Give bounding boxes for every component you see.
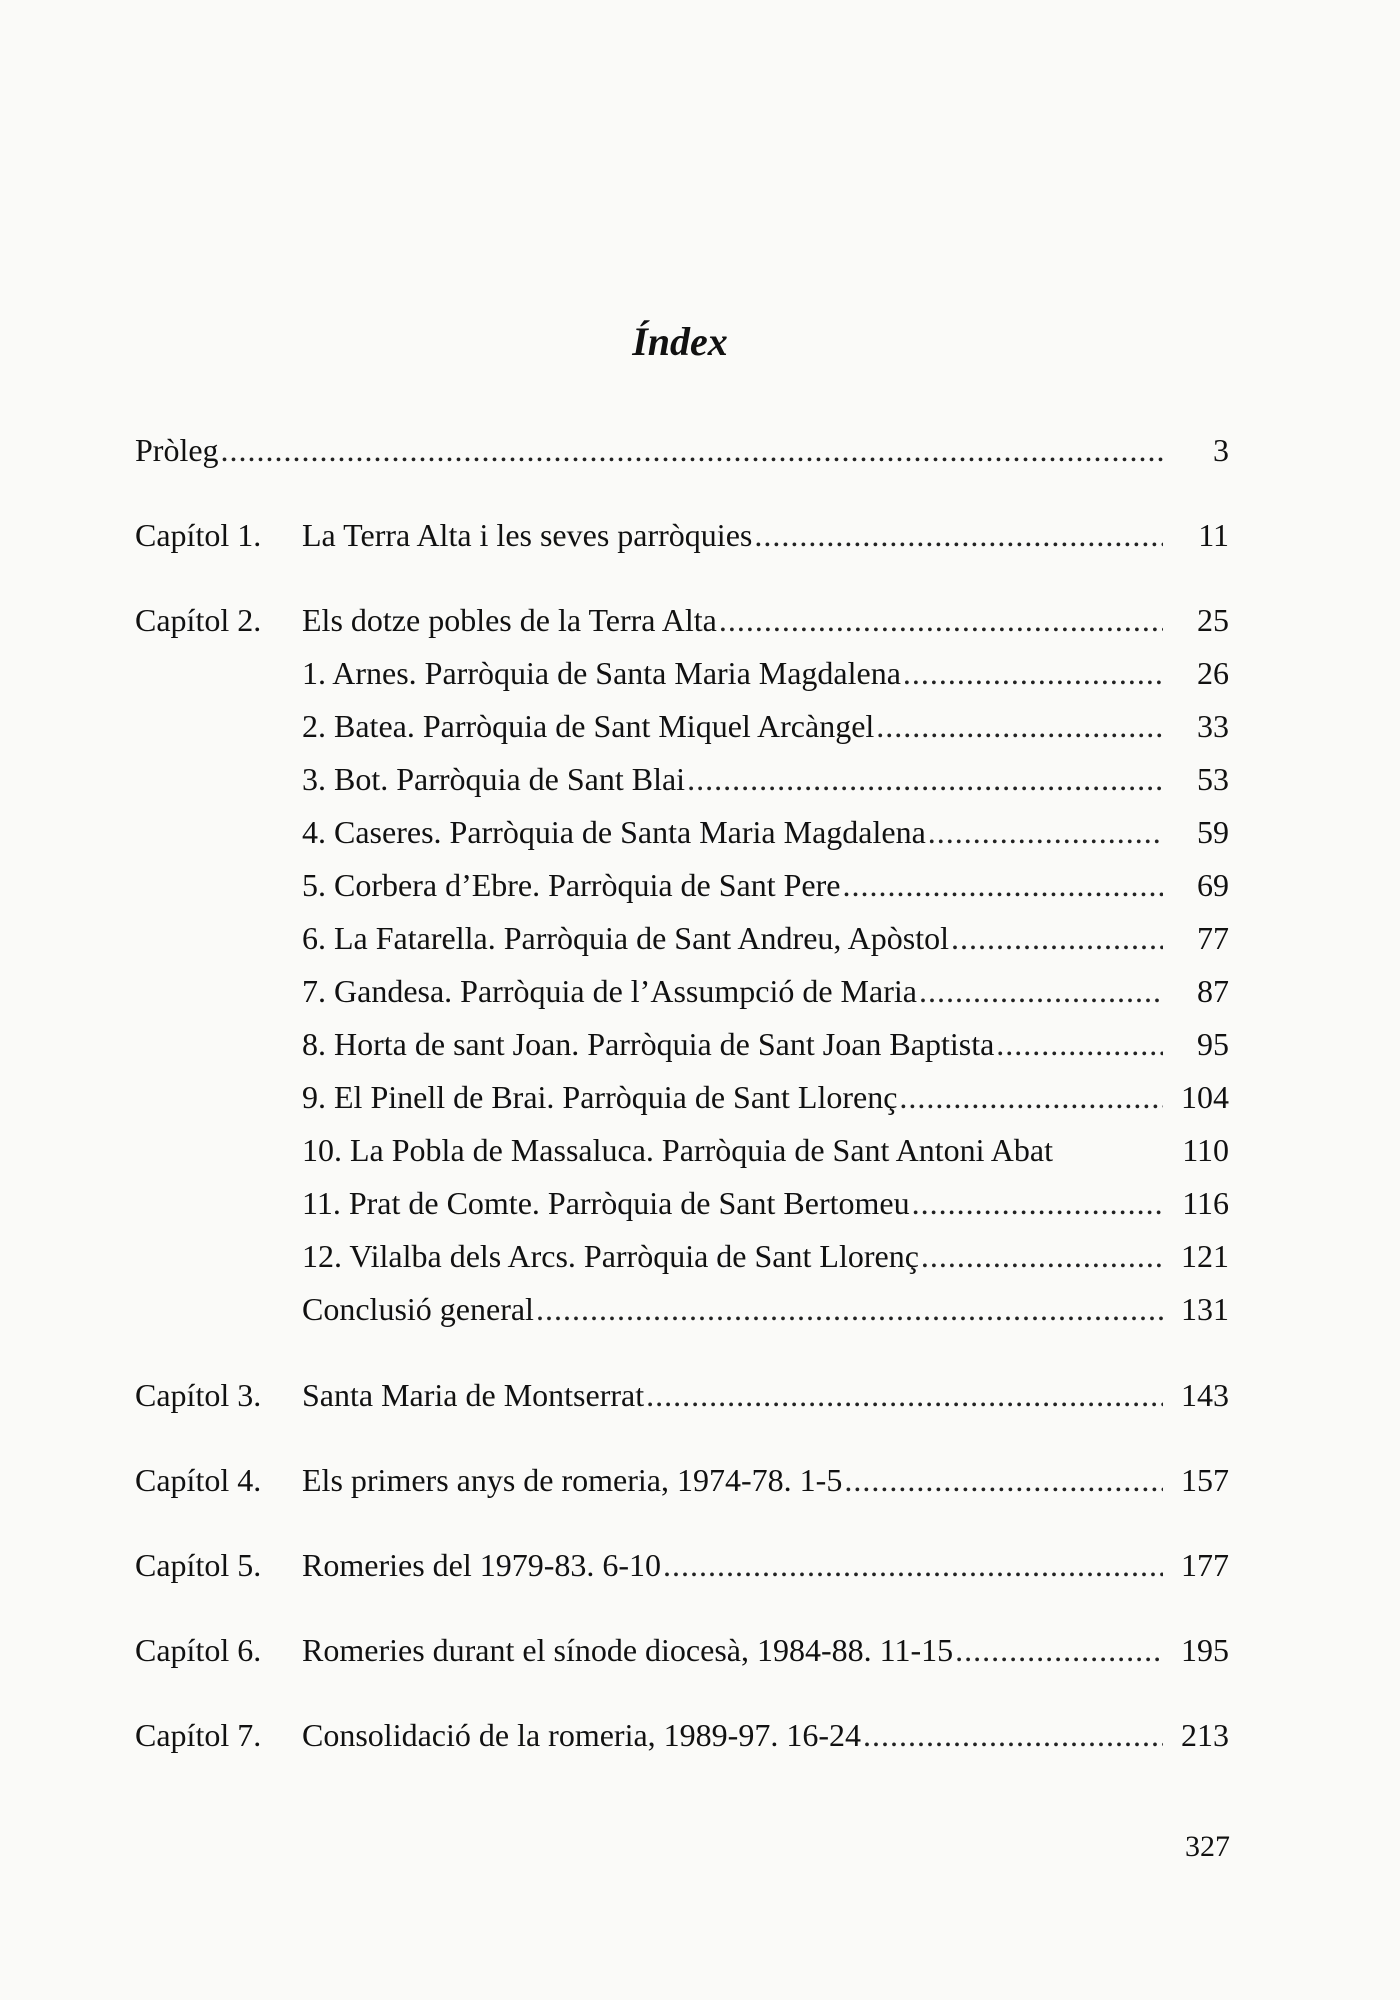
- dot-leader: [912, 1185, 1163, 1222]
- dot-leader: [842, 867, 1163, 904]
- dot-leader: [996, 1026, 1163, 1063]
- chapter-number: Capítol 5.: [135, 1547, 262, 1583]
- entry-label: 5. Corbera d’Ebre. Parròquia de Sant Pere: [302, 867, 841, 903]
- entry-label: 9. El Pinell de Brai. Parròquia de Sant Llorenç: [302, 1079, 898, 1115]
- entry-page: 87: [1197, 973, 1229, 1009]
- entry-label: 4. Caseres. Parròquia de Santa Maria Magdalena: [302, 814, 926, 850]
- toc-entry-chapter-1: [135, 517, 1229, 557]
- chapter-number: Capítol 7.: [135, 1717, 262, 1753]
- toc-entry-section-10: [135, 1132, 1229, 1172]
- entry-page: 26: [1197, 655, 1229, 691]
- dot-leader: [844, 1462, 1163, 1499]
- entry-label: 8. Horta de sant Joan. Parròquia de Sant Joan Baptista: [302, 1026, 995, 1062]
- dot-leader: [921, 1238, 1163, 1275]
- entry-page: 69: [1197, 867, 1229, 903]
- toc-entry-section-11: [135, 1185, 1229, 1225]
- dot-leader: [951, 920, 1163, 957]
- dot-leader: [928, 814, 1163, 851]
- toc-entry-section-8: [135, 1026, 1229, 1066]
- entry-label: Romeries del 1979-83. 6-10: [302, 1547, 662, 1583]
- entry-page: 157: [1181, 1462, 1229, 1498]
- toc-entry-conclusion: [135, 1291, 1229, 1331]
- entry-label: Romeries durant el sínode diocesà, 1984-88. 11-15: [302, 1632, 954, 1668]
- entry-page: 11: [1198, 517, 1229, 553]
- entry-page: 195: [1181, 1632, 1229, 1668]
- toc-entry-chapter-4: [135, 1462, 1229, 1502]
- toc-entry-chapter-2: [135, 602, 1229, 642]
- chapter-number: Capítol 6.: [135, 1632, 262, 1668]
- entry-page: 77: [1197, 920, 1229, 956]
- entry-label: 3. Bot. Parròquia de Sant Blai: [302, 761, 686, 797]
- entry-page: 213: [1181, 1717, 1229, 1753]
- toc-entry-section-5: [135, 867, 1229, 907]
- entry-label: 6. La Fatarella. Parròquia de Sant Andreu, Apòstol: [302, 920, 949, 956]
- entry-page: 110: [1182, 1132, 1229, 1168]
- entry-page: 131: [1181, 1291, 1229, 1327]
- entry-page: 95: [1197, 1026, 1229, 1062]
- index-title: Índex: [632, 319, 728, 364]
- entry-label: Pròleg: [135, 432, 219, 468]
- entry-label: Consolidació de la romeria, 1989-97. 16-24: [302, 1717, 861, 1753]
- entry-label: 12. Vilalba dels Arcs. Parròquia de Sant Llorenç: [302, 1238, 919, 1274]
- entry-label: La Terra Alta i les seves parròquies: [302, 517, 753, 553]
- toc-entry-section-6: [135, 920, 1229, 960]
- toc-entry-section-4: [135, 814, 1229, 854]
- entry-page: 25: [1197, 602, 1229, 638]
- entry-page: 116: [1182, 1185, 1229, 1221]
- entry-label: Santa Maria de Montserrat: [302, 1377, 645, 1413]
- page-number: 327: [1185, 1830, 1230, 1863]
- toc-entry-section-3: [135, 761, 1229, 801]
- toc-entry-section-9: [135, 1079, 1229, 1119]
- chapter-number: Capítol 3.: [135, 1377, 262, 1413]
- dot-leader: [899, 1079, 1163, 1116]
- toc-entry-chapter-3: [135, 1377, 1229, 1417]
- entry-label: Els primers anys de romeria, 1974-78. 1-5: [302, 1462, 843, 1498]
- toc-entry-section-1: [135, 655, 1229, 695]
- toc-entry-section-12: [135, 1238, 1229, 1278]
- entry-label: 10. La Pobla de Massaluca. Parròquia de Sant Antoni Abat: [302, 1132, 1053, 1168]
- dot-leader: [903, 655, 1163, 692]
- chapter-number: Capítol 4.: [135, 1462, 262, 1498]
- dot-leader: [687, 761, 1163, 798]
- entry-page: 3: [1213, 432, 1229, 468]
- entry-label: Els dotze pobles de la Terra Alta: [302, 602, 717, 638]
- dot-leader: [719, 602, 1163, 639]
- toc-entry-chapter-5: [135, 1547, 1229, 1587]
- entry-page: 177: [1181, 1547, 1229, 1583]
- dot-leader: [221, 432, 1163, 469]
- entry-page: 121: [1181, 1238, 1229, 1274]
- dot-leader: [663, 1547, 1163, 1584]
- entry-page: 143: [1181, 1377, 1229, 1413]
- chapter-number: Capítol 1.: [135, 517, 262, 553]
- toc-entry-chapter-6: [135, 1632, 1229, 1672]
- toc-entry-chapter-7: [135, 1717, 1229, 1757]
- entry-page: 104: [1181, 1079, 1229, 1115]
- toc-entry-section-7: [135, 973, 1229, 1013]
- dot-leader: [646, 1377, 1163, 1414]
- dot-leader: [536, 1291, 1163, 1328]
- entry-label: 1. Arnes. Parròquia de Santa Maria Magdalena: [302, 655, 901, 691]
- entry-page: 33: [1197, 708, 1229, 744]
- dot-leader: [754, 517, 1163, 554]
- dot-leader: [919, 973, 1163, 1010]
- entry-page: 53: [1197, 761, 1229, 797]
- dot-leader: [955, 1632, 1163, 1669]
- entry-label: Conclusió general: [302, 1291, 534, 1327]
- dot-leader: [863, 1717, 1163, 1754]
- toc-entry-proleg: [135, 432, 1229, 472]
- entry-label: 11. Prat de Comte. Parròquia de Sant Bertomeu: [302, 1185, 910, 1221]
- entry-page: 59: [1197, 814, 1229, 850]
- dot-leader: [876, 708, 1163, 745]
- entry-label: 7. Gandesa. Parròquia de l’Assumpció de Maria: [302, 973, 917, 1009]
- entry-label: 2. Batea. Parròquia de Sant Miquel Arcàngel: [302, 708, 875, 744]
- toc-entry-section-2: [135, 708, 1229, 748]
- chapter-number: Capítol 2.: [135, 602, 262, 638]
